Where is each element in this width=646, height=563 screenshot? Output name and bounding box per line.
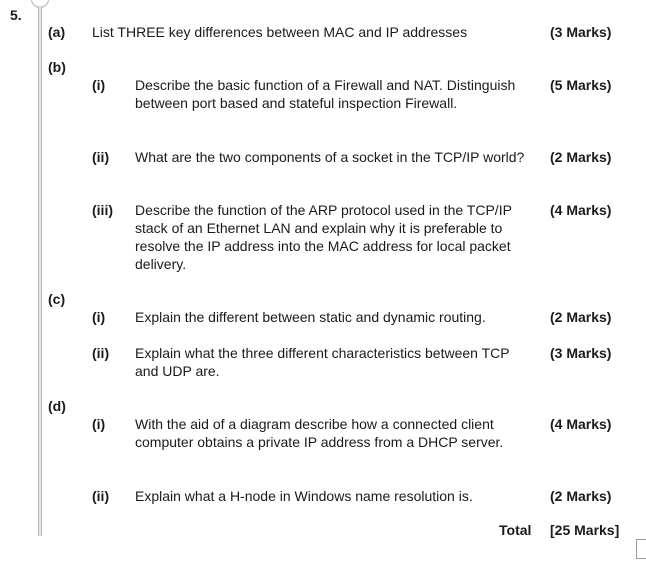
- part-b-i-text: Describe the basic function of a Firewall and NAT. Distinguish between port based and stateful inspection Firewall.: [135, 77, 516, 111]
- part-d-i-marks: (4 Marks): [550, 416, 612, 432]
- part-d-ii-text: Explain what a H-node in Windows name resolution is.: [135, 488, 473, 504]
- part-b-i-marks: (5 Marks): [550, 77, 612, 93]
- total-label: Total: [499, 522, 532, 538]
- part-d-ii-label: (ii): [92, 488, 110, 504]
- part-d-label: (d): [48, 398, 66, 414]
- part-c-ii-text: Explain what the three different characteristics between TCP and UDP are.: [135, 345, 510, 379]
- part-c-i-text: Explain the different between static and dynamic routing.: [135, 309, 486, 325]
- question-number: 5.: [10, 7, 22, 23]
- part-d-i-label: (i): [92, 416, 106, 432]
- part-b-i-label: (i): [92, 77, 106, 93]
- total-marks: [25 Marks]: [550, 522, 620, 538]
- part-c-label: (c): [48, 291, 66, 307]
- part-a-label: (a): [48, 24, 66, 40]
- part-d-i-text: With the aid of a diagram describe how a connected client computer obtains a private IP address from a DHCP server.: [135, 416, 504, 450]
- part-c-ii-label: (ii): [92, 345, 110, 361]
- part-c-i-label: (i): [92, 309, 106, 325]
- part-b-iii-label: (iii): [92, 202, 113, 218]
- margin-bar: [38, 6, 42, 536]
- part-c-i-marks: (2 Marks): [550, 309, 612, 325]
- part-b-label: (b): [48, 59, 66, 75]
- part-b-ii-label: (ii): [92, 149, 110, 165]
- part-d-ii-marks: (2 Marks): [550, 488, 612, 504]
- part-a-text: List THREE key differences between MAC and IP addresses: [92, 24, 468, 40]
- part-a-marks: (3 Marks): [550, 24, 612, 40]
- part-b-ii-marks: (2 Marks): [550, 149, 612, 165]
- part-b-ii-text: What are the two components of a socket in the TCP/IP world?: [135, 149, 525, 165]
- part-b-iii-marks: (4 Marks): [550, 202, 612, 218]
- corner-box: [636, 539, 646, 559]
- part-c-ii-marks: (3 Marks): [550, 345, 612, 361]
- part-b-iii-text: Describe the function of the ARP protocol used in the TCP/IP stack of an Ethernet LAN and explain why it is preferable to resolve the IP address into the MAC address for local packet delivery.: [135, 202, 512, 272]
